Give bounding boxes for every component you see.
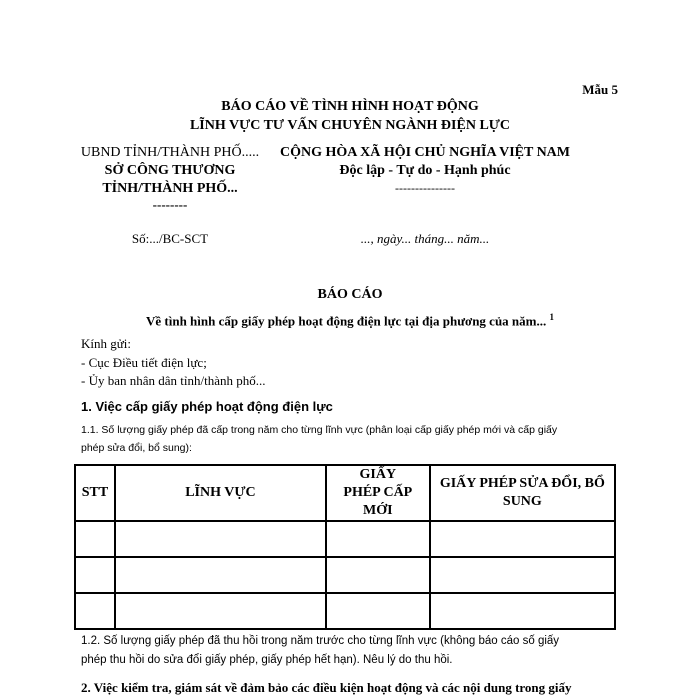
table-header-row: [75, 465, 615, 521]
agency-line-1: UBND TỈNH/THÀNH PHỐ.....: [80, 145, 260, 160]
col-header-field: LĨNH VỰC: [115, 465, 326, 521]
table-cell: [430, 557, 615, 593]
para-1-2-line-1: 1.2. Số lượng giấy phép đã thu hồi trong năm trước cho từng lĩnh vực (không báo cáo số giấy: [81, 635, 560, 647]
recipients-label: Kính gửi:: [81, 336, 132, 351]
doc-title: BÁO CÁO: [317, 287, 383, 302]
table-row: [75, 557, 615, 593]
report-title-line-1: BÁO CÁO VỀ TÌNH HÌNH HOẠT ĐỘNG: [221, 99, 479, 114]
recipient-item: - Cục Điều tiết điện lực;: [81, 355, 207, 370]
col-header-new-license: GIẤY PHÉP CẤP MỚI: [326, 465, 430, 521]
table-cell: [115, 557, 326, 593]
table-cell: [326, 593, 430, 629]
table-cell: [326, 521, 430, 557]
table-cell: [75, 557, 115, 593]
para-1-1-line-2: phép sửa đổi, bổ sung):: [81, 442, 192, 454]
table-cell: [75, 593, 115, 629]
doc-subtitle: [0, 312, 700, 329]
agency-line-2: SỞ CÔNG THƯƠNG: [104, 163, 236, 178]
para-1-2-line-2: phép thu hồi do sửa đổi giấy phép, giấy phép hết hạn). Nêu lý do thu hồi.: [81, 654, 453, 666]
table-row: [75, 521, 615, 557]
document-date: ..., ngày... tháng... năm...: [360, 231, 490, 246]
col-header-stt: STT: [75, 465, 115, 521]
col-header-amended-license: GIẤY PHÉP SỬA ĐỔI, BỔ SUNG: [430, 465, 615, 521]
section-1-heading: 1. Việc cấp giấy phép hoạt động điện lực: [81, 399, 333, 414]
national-divider: ---------------: [395, 181, 455, 195]
table-cell: [115, 521, 326, 557]
national-title: CỘNG HÒA XÃ HỘI CHỦ NGHĨA VIỆT NAM: [279, 145, 570, 160]
national-motto: Độc lập - Tự do - Hạnh phúc: [339, 163, 511, 178]
footnote-marker: 1: [549, 312, 554, 322]
section-2-heading: 2. Việc kiểm tra, giám sát về đảm bảo các điều kiện hoạt động và các nội dung trong giấy: [81, 680, 572, 695]
para-1-1-line-1: 1.1. Số lượng giấy phép đã cấp trong năm cho từng lĩnh vực (phân loại cấp giấy phép mới và cấp giấy: [81, 424, 558, 436]
table-row: [75, 593, 615, 629]
document-number: Số:.../BC-SCT: [131, 231, 209, 246]
license-table: [74, 464, 616, 630]
agency-divider: --------: [152, 197, 188, 212]
form-code: Mẫu 5: [582, 82, 618, 97]
table-cell: [75, 521, 115, 557]
table-cell: [430, 521, 615, 557]
table-cell: [326, 557, 430, 593]
table-cell: [115, 593, 326, 629]
report-title-line-2: LĨNH VỰC TƯ VẤN CHUYÊN NGÀNH ĐIỆN LỰC: [189, 118, 511, 133]
agency-line-3: TỈNH/THÀNH PHỐ...: [102, 181, 238, 196]
doc-subtitle-text: Về tình hình cấp giấy phép hoạt động điện lực tại địa phương của năm...: [145, 313, 547, 329]
table-cell: [430, 593, 615, 629]
recipient-item: - Ủy ban nhân dân tỉnh/thành phố...: [81, 373, 266, 388]
